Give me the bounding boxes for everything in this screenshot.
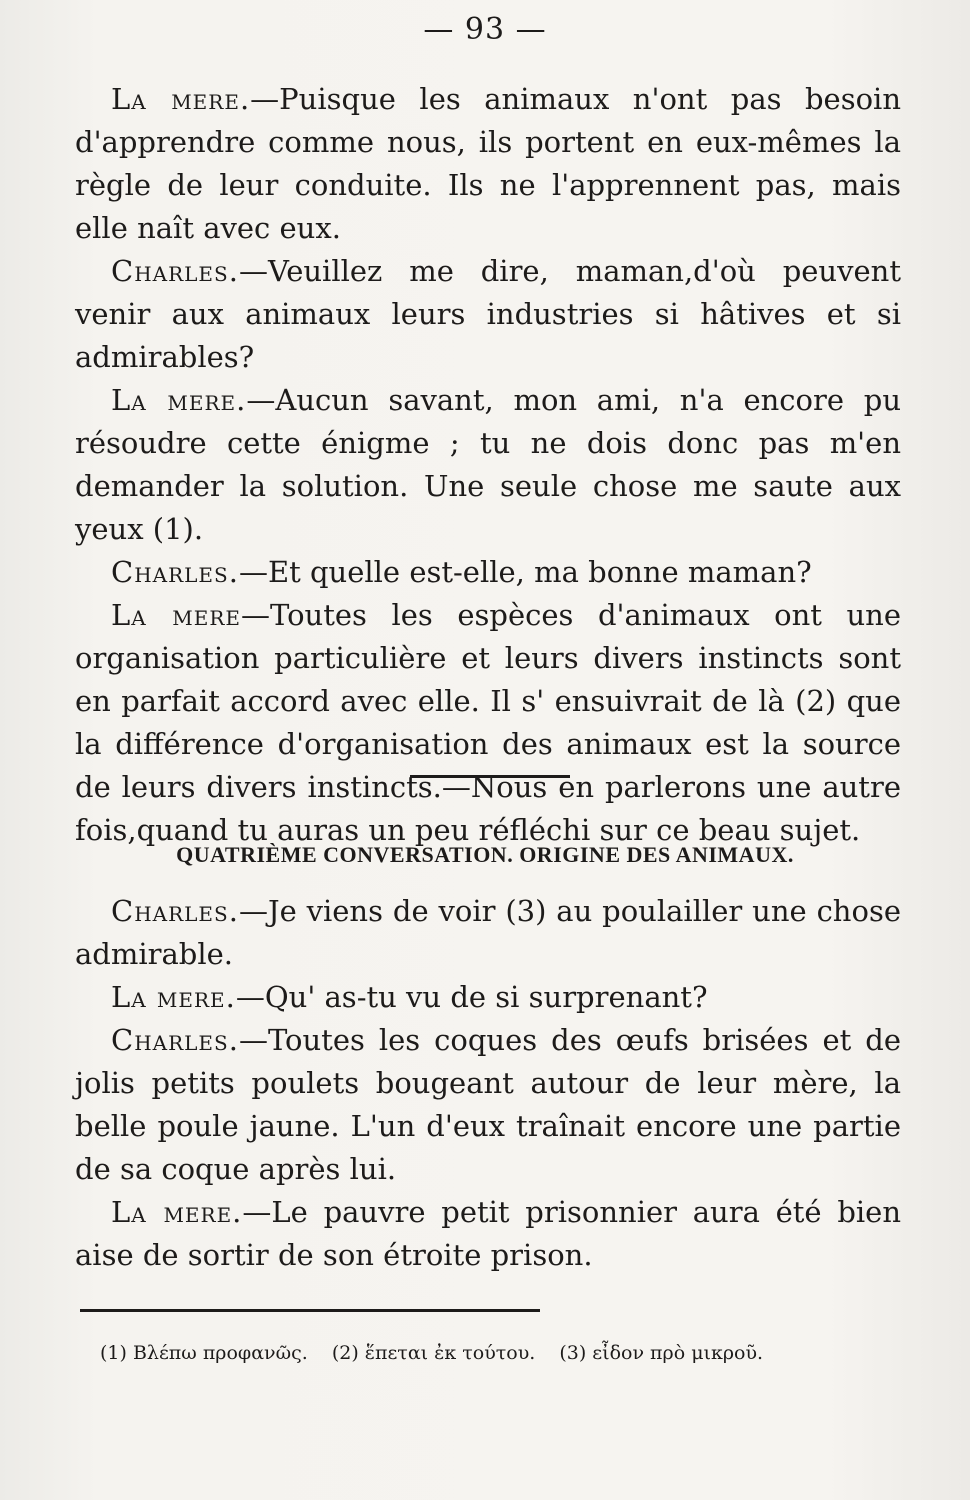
footnote-divider bbox=[80, 1309, 540, 1312]
dialogue-text: —Veuillez me dire, maman,d'où peuvent venir aux animaux leurs industries si hâtives et si admirables? bbox=[75, 254, 901, 374]
footnote-1: (1) Βλέπω προφανῶς. bbox=[100, 1342, 308, 1364]
dialogue-paragraph bbox=[75, 1019, 901, 1191]
dialogue-text: —Toutes les coques des œufs brisées et de jolis petits poulets bougeant autour de leur mère, la belle poule jaune. L'un d'eux traînait encore une partie de sa coque après lui. bbox=[75, 1023, 901, 1186]
speaker-label: La mere bbox=[111, 598, 241, 632]
dialogue-block-2 bbox=[75, 890, 901, 1277]
dialogue-paragraph bbox=[75, 250, 901, 379]
section-title: QUATRIÈME CONVERSATION. ORIGINE DES ANIMAUX. bbox=[176, 842, 794, 867]
dialogue-text: —Et quelle est-elle, ma bonne maman? bbox=[238, 555, 812, 589]
speaker-label: Charles. bbox=[111, 1023, 239, 1057]
speaker-label: Charles. bbox=[111, 254, 239, 288]
speaker-label: Charles. bbox=[111, 555, 239, 589]
dialogue-paragraph bbox=[75, 379, 901, 551]
dialogue-paragraph bbox=[75, 78, 901, 250]
dialogue-text: —Toutes les espèces d'animaux ont une organisation particulière et leurs divers instincts sont en parfait accord avec elle. Il s' ensuivrait de là (2) que la différence d'organisation des animaux est la source de leurs divers instincts.—Nous en parlerons une autre fois,quand tu auras un peu réfléchi sur ce beau sujet. bbox=[75, 598, 901, 847]
dialogue-text: —Aucun savant, mon ami, n'a encore pu résoudre cette énigme ; tu ne dois donc pas m'en demander la solution. Une seule chose me saute aux yeux (1). bbox=[75, 383, 902, 546]
speaker-label: La mere. bbox=[111, 82, 251, 116]
footnote-3: (3) εἶδον πρὸ μικροῦ. bbox=[559, 1342, 764, 1364]
dialogue-paragraph bbox=[75, 890, 901, 976]
speaker-label: La mere. bbox=[111, 1195, 243, 1229]
dialogue-paragraph bbox=[75, 551, 901, 594]
dialogue-paragraph bbox=[75, 1191, 901, 1277]
footnotes bbox=[100, 1342, 880, 1364]
speaker-label: Charles. bbox=[111, 894, 239, 928]
dialogue-paragraph bbox=[75, 594, 901, 852]
speaker-label: La mere. bbox=[111, 980, 236, 1014]
dialogue-text: —Je viens de voir (3) au poulailler une chose admirable. bbox=[75, 894, 901, 971]
footnote-2: (2) ἕπεται ἐκ τούτου. bbox=[331, 1342, 536, 1364]
dialogue-block-1 bbox=[75, 78, 901, 852]
page-number: — 93 — bbox=[423, 12, 547, 47]
dialogue-text: —Le pauvre petit prisonnier aura été bien aise de sortir de son étroite prison. bbox=[75, 1195, 902, 1272]
section-divider bbox=[410, 775, 570, 778]
dialogue-text: —Puisque les animaux n'ont pas besoin d'apprendre comme nous, ils portent en eux-mêmes la règle de leur conduite. Ils ne l'apprennent pas, mais elle naît avec eux. bbox=[75, 82, 902, 245]
dialogue-text: —Qu' as-tu vu de si surprenant? bbox=[235, 980, 708, 1014]
dialogue-paragraph bbox=[75, 976, 901, 1019]
speaker-label: La mere. bbox=[111, 383, 247, 417]
